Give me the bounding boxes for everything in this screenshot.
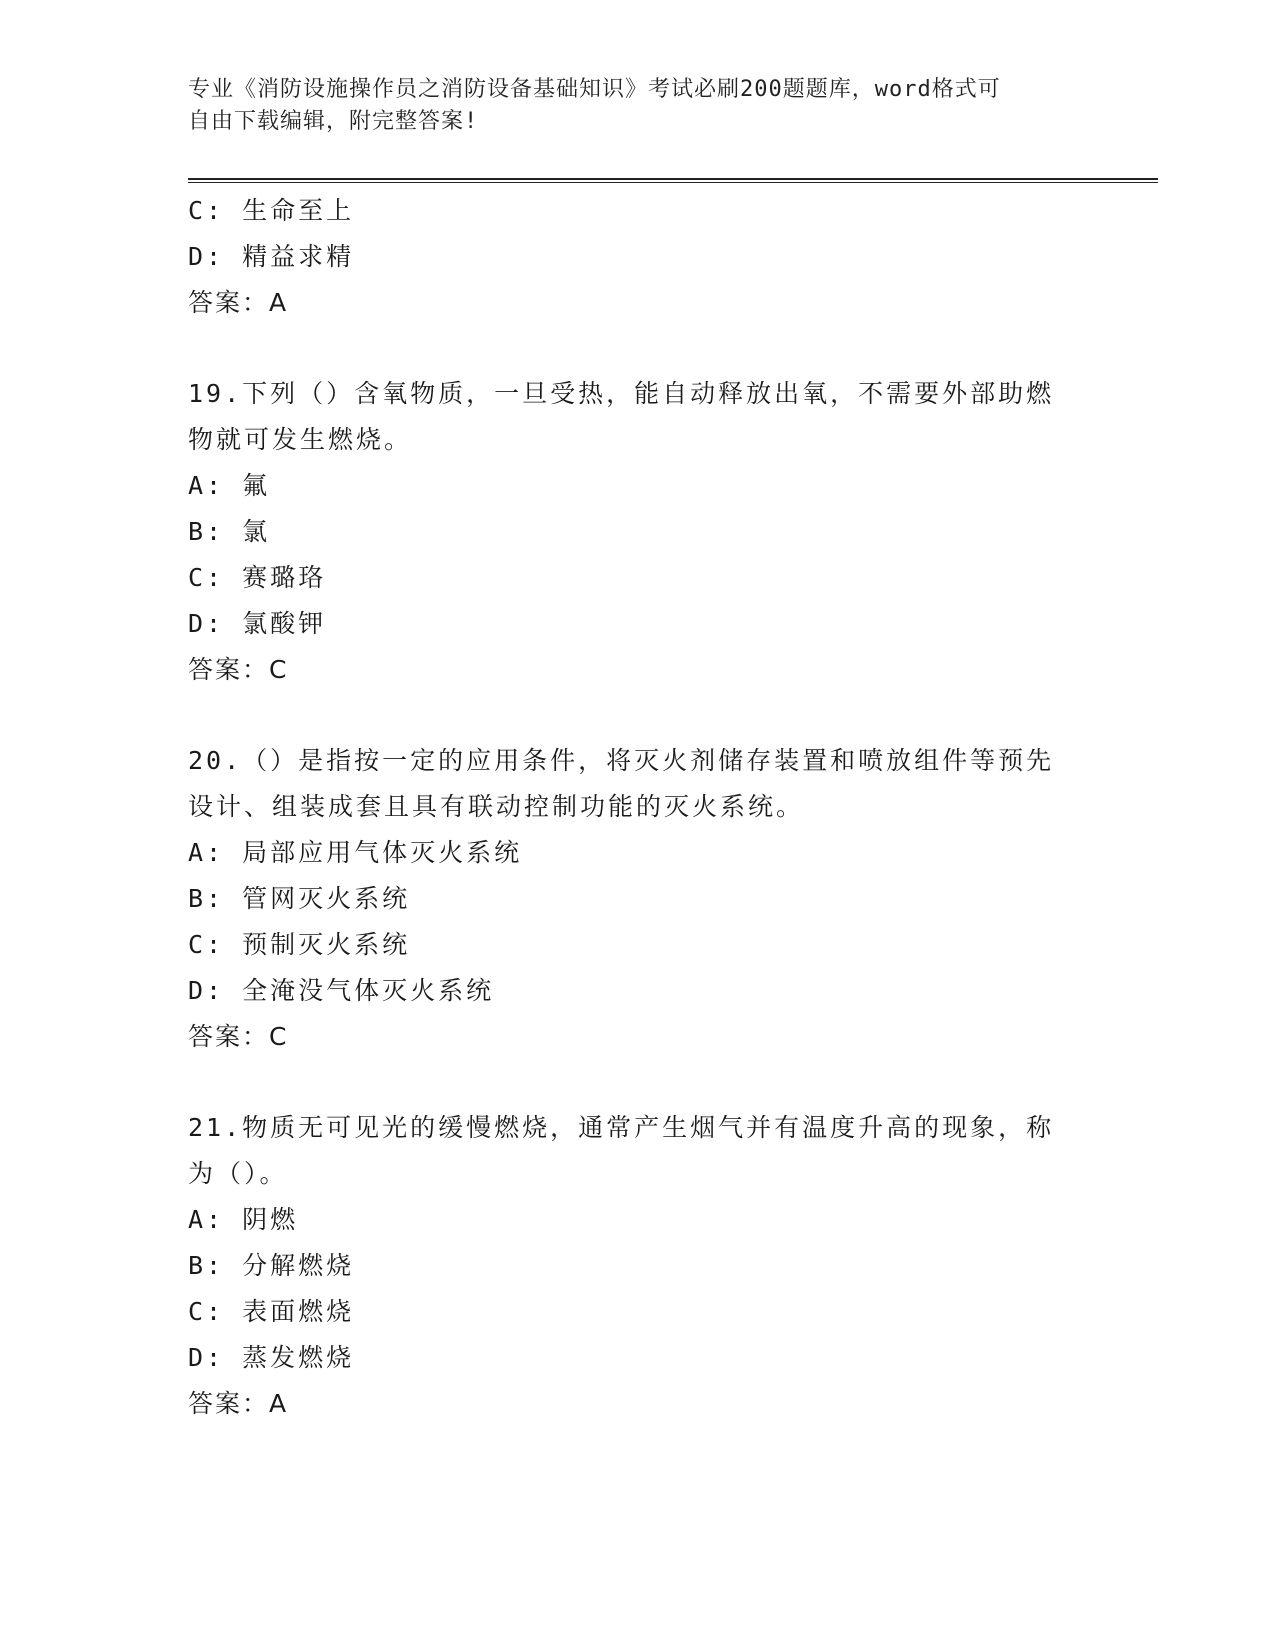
- option-b: B: 氯: [188, 517, 271, 546]
- option-c: C: 赛璐珞: [188, 563, 327, 592]
- page-header: [188, 74, 1068, 138]
- answer-line: 答案：A: [188, 288, 289, 317]
- question-gap: [188, 1060, 1088, 1105]
- question-content: [188, 188, 1088, 1427]
- option-d: D: 全淹没气体灭火系统: [188, 976, 495, 1005]
- option-b: B: 管网灭火系统: [188, 884, 411, 913]
- question-gap: [188, 693, 1088, 738]
- question-text-line: 19.下列（）含氧物质，一旦受热，能自动释放出氧，不需要外部助燃: [188, 379, 1055, 408]
- question-20: [188, 738, 1088, 1060]
- answer-line: 答案：C: [188, 655, 289, 684]
- question-21: [188, 1105, 1088, 1427]
- header-title-line-2: 自由下载编辑，附完整答案!: [188, 109, 479, 134]
- option-b: B: 分解燃烧: [188, 1251, 355, 1280]
- option-a: A: 氟: [188, 471, 271, 500]
- option-d: D: 氯酸钾: [188, 609, 327, 638]
- header-divider: [188, 178, 1158, 183]
- option-a: A: 局部应用气体灭火系统: [188, 838, 523, 867]
- question-text-line: 为（）。: [188, 1159, 288, 1188]
- question-text-line: 物就可发生燃烧。: [188, 425, 413, 454]
- question-gap: [188, 326, 1088, 371]
- question-text-line: 21.物质无可见光的缓慢燃烧，通常产生烟气并有温度升高的现象，称: [188, 1113, 1055, 1142]
- option-c: C: 预制灭火系统: [188, 930, 411, 959]
- option-a: A: 阴燃: [188, 1205, 299, 1234]
- option-c: C: 表面燃烧: [188, 1297, 355, 1326]
- header-title-line-1: 专业《消防设施操作员之消防设备基础知识》考试必刷200题题库，word格式可: [188, 77, 1001, 102]
- answer-line: 答案：C: [188, 1022, 289, 1051]
- option-d: D: 精益求精: [188, 242, 355, 271]
- question-text-line: 设计、组装成套且具有联动控制功能的灭火系统。: [188, 792, 805, 821]
- option-d: D: 蒸发燃烧: [188, 1343, 355, 1372]
- prev-question-block: [188, 188, 1088, 326]
- option-c: C: 生命至上: [188, 196, 355, 225]
- question-19: [188, 371, 1088, 693]
- answer-line: 答案：A: [188, 1389, 289, 1418]
- question-text-line: 20.（）是指按一定的应用条件，将灭火剂储存装置和喷放组件等预先: [188, 746, 1055, 775]
